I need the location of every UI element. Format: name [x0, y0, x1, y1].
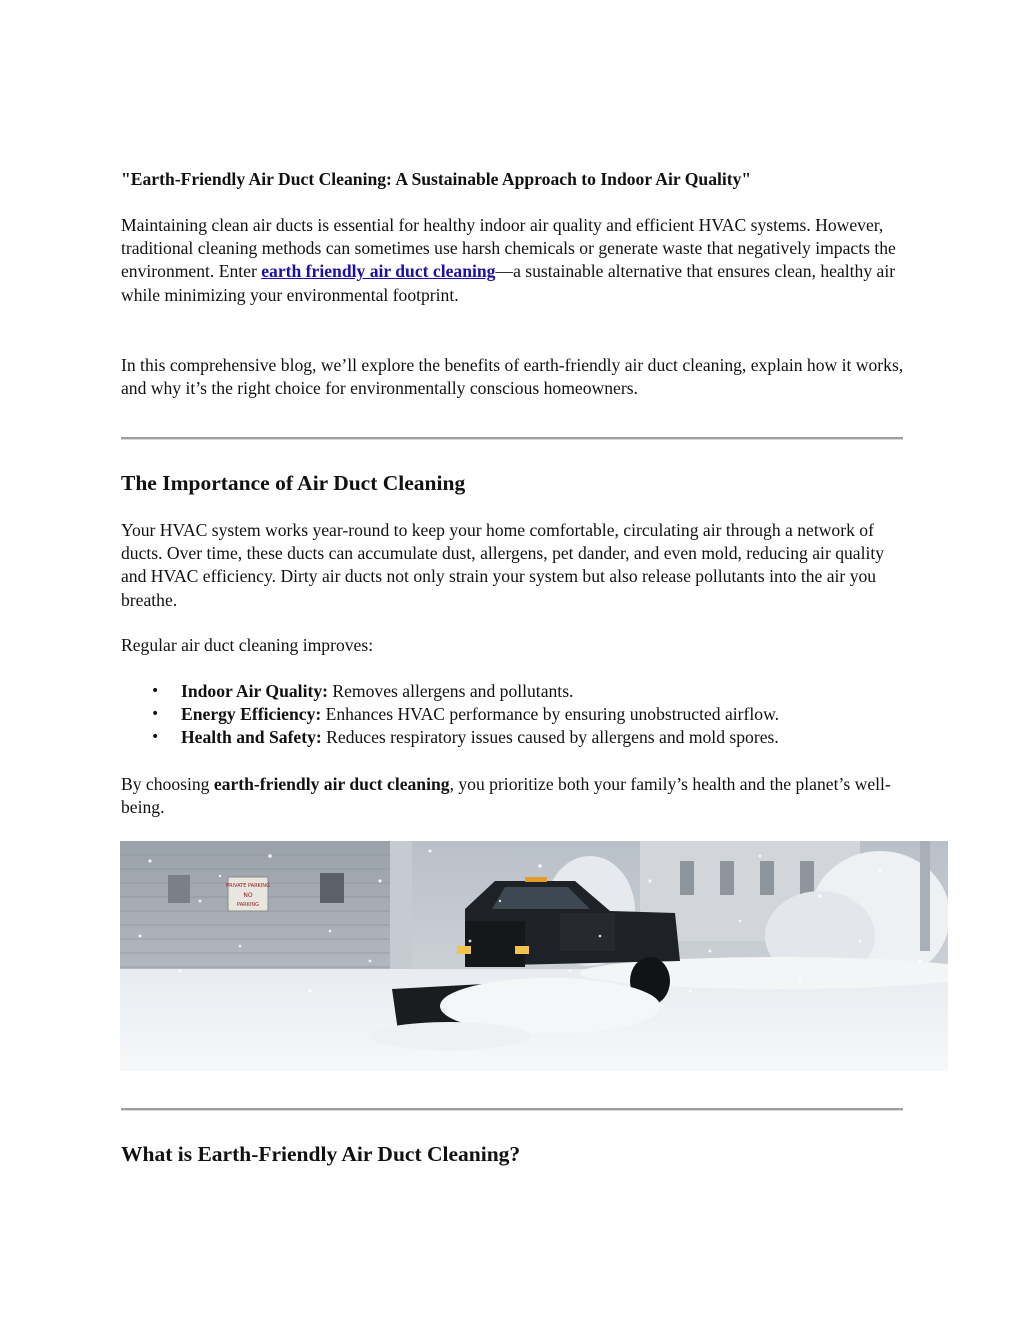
list-item-label: Indoor Air Quality: — [181, 681, 328, 701]
closing-paragraph — [121, 773, 906, 819]
sign-line-1: PRIVATE PARKING — [226, 883, 270, 889]
sign-line-2: NO — [243, 892, 253, 899]
sign-line-3: PARKING — [237, 902, 259, 908]
list-item-text: Enhances HVAC performance by ensuring unobstructed airflow. — [321, 704, 780, 725]
horizontal-divider — [121, 1108, 903, 1111]
list-item-text: Reduces respiratory issues caused by allergens and mold spores. — [321, 727, 779, 748]
snowplow-illustration — [120, 841, 948, 1071]
list-item-label: Energy Efficiency: — [181, 704, 322, 725]
horizontal-divider — [121, 437, 903, 440]
closing-bold-text: earth-friendly air duct cleaning — [213, 774, 450, 794]
list-item — [121, 726, 906, 749]
section-heading-what-is: What is Earth-Friendly Air Duct Cleaning? — [121, 1142, 521, 1166]
importance-paragraph: Your HVAC system works year-round to keep your home comfortable, circulating air through a network of ducts. Over time, these ducts can accumulate dust, allergens, pet dander, and even mold, reducing air quality and HVAC efficiency. Dirty air ducts not only strain your system but also release pollutants into the air you breathe. — [121, 520, 885, 610]
closing-text-end: , you prioritize both your family’s health and the planet’s well-being. — [121, 774, 891, 818]
benefits-list — [121, 680, 906, 750]
intro-text-start: Maintaining clean air ducts is essential for healthy indoor air quality and efficient HVAC systems. However, traditional cleaning methods can sometimes use harsh chemicals or generate waste that negatively impacts the environment. Enter — [121, 215, 896, 282]
intro-text-end: —a sustainable alternative that ensures clean, healthy air while minimizing your environmental footprint. — [121, 261, 896, 305]
snowplow-photo — [120, 841, 948, 1071]
building-window — [320, 873, 344, 903]
list-item-text: Removes allergens and pollutants. — [327, 681, 574, 701]
document-title: "Earth-Friendly Air Duct Cleaning: A Sustainable Approach to Indoor Air Quality" — [121, 169, 752, 189]
section-heading-importance: The Importance of Air Duct Cleaning — [121, 471, 466, 495]
closing-text-start: By choosing — [121, 774, 214, 794]
intro-paragraph — [121, 214, 906, 307]
earth-friendly-link[interactable]: earth friendly air duct cleaning — [261, 261, 496, 282]
list-item — [121, 680, 906, 703]
building-vent — [168, 875, 190, 903]
list-item-label: Health and Safety: — [181, 727, 322, 748]
intro-paragraph-2: In this comprehensive blog, we’ll explore the benefits of earth-friendly air duct cleaning, explain how it works, and why it’s the right choice for environmentally conscious homeowners. — [121, 355, 904, 399]
improves-intro: Regular air duct cleaning improves: — [121, 635, 374, 655]
list-item — [121, 703, 906, 726]
